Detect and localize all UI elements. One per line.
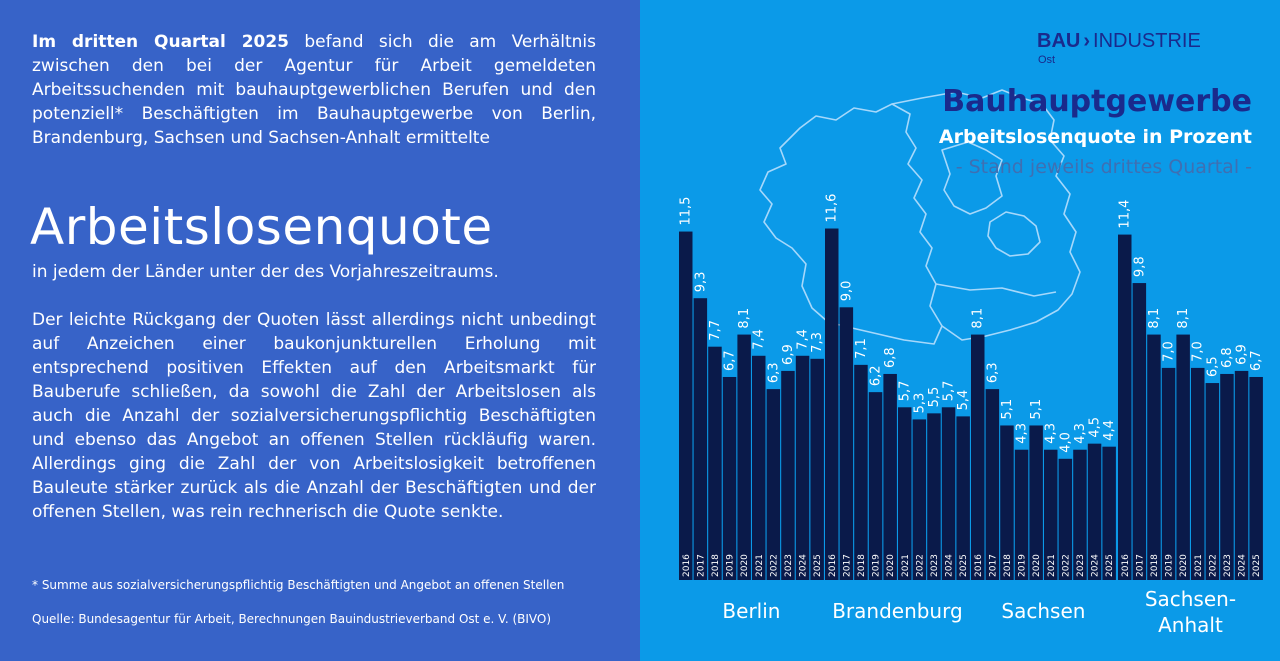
value-label: 6,8: [883, 347, 899, 368]
bar: [898, 407, 912, 580]
bar: [971, 335, 985, 580]
bar: [1118, 235, 1132, 580]
year-label: 2025: [1252, 554, 1263, 577]
bar: [1147, 335, 1161, 580]
value-label: 7,7: [707, 320, 723, 341]
bar: [810, 359, 824, 580]
bar: [1176, 335, 1190, 580]
value-label: 5,3: [912, 392, 928, 414]
headline-continuation: in jedem der Länder unter der des Vorjahreszeitraums.: [32, 262, 499, 282]
bar: [752, 356, 766, 580]
bar: [767, 389, 781, 580]
value-label: 6,9: [780, 344, 796, 365]
value-label: 7,3: [810, 332, 826, 353]
year-label: 2019: [871, 554, 882, 577]
value-label: 8,1: [1176, 307, 1192, 329]
bar: [883, 374, 897, 580]
year-label: 2022: [769, 554, 780, 577]
year-label: 2018: [1149, 554, 1160, 577]
bar: [796, 356, 810, 580]
value-label: 6,5: [1205, 356, 1221, 378]
value-label: 6,3: [985, 362, 1001, 384]
logo-subtitle: Ost: [1038, 54, 1056, 66]
source-note: Quelle: Bundesagentur für Arbeit, Berechnungen Bauindustrieverband Ost e. V. (BIVO): [32, 612, 552, 626]
bar-group: [679, 194, 1264, 637]
value-label: 11,5: [678, 196, 694, 226]
value-label: 11,6: [824, 193, 840, 223]
year-label: 2021: [1193, 554, 1204, 577]
year-label: 2022: [915, 554, 926, 577]
year-label: 2023: [783, 554, 794, 577]
year-label: 2018: [856, 554, 867, 577]
logo-bau: BAU: [1037, 30, 1081, 52]
value-label: 4,5: [1087, 416, 1103, 438]
value-label: 5,5: [926, 386, 942, 408]
bar: [1133, 283, 1147, 580]
category-label: Sachsen-: [1144, 587, 1237, 611]
bar: [825, 229, 839, 580]
value-label: 4,3: [1043, 423, 1059, 444]
year-label: 2017: [988, 554, 999, 577]
year-label: 2018: [710, 554, 721, 577]
year-label: 2023: [1222, 554, 1233, 577]
year-label: 2022: [1208, 554, 1219, 577]
bar: [1249, 377, 1263, 580]
value-label: 6,2: [868, 365, 884, 387]
bar: [737, 335, 751, 580]
year-label: 2017: [842, 554, 853, 577]
value-label: 8,1: [970, 307, 986, 329]
value-label: 6,8: [1219, 347, 1235, 368]
year-label: 2021: [1046, 554, 1057, 577]
value-label: 6,3: [766, 362, 782, 384]
value-label: 8,1: [737, 307, 753, 329]
year-label: 2022: [1061, 554, 1072, 577]
bar: [986, 389, 1000, 580]
value-label: 7,0: [1190, 341, 1206, 362]
value-label: 5,1: [1029, 398, 1045, 420]
chart-subtitle: Arbeitslosenquote in Prozent: [938, 126, 1252, 148]
value-label: 9,3: [693, 271, 709, 293]
intro-lead: Im dritten Quartal 2025: [32, 32, 290, 52]
footnote: * Summe aus sozialversicherungspflichtig Beschäftigten und Angebot an offenen Stellen: [32, 578, 565, 592]
value-label: 5,1: [999, 398, 1015, 420]
bar: [1235, 371, 1249, 580]
year-label: 2016: [827, 554, 838, 577]
value-label: 9,8: [1132, 256, 1148, 278]
bar: [694, 298, 708, 580]
value-label: 4,4: [1102, 419, 1118, 441]
explanation-paragraph: Der leichte Rückgang der Quoten lässt allerdings nicht unbedingt auf Anzeichen einer baukonjunkturellen Erholung mit entsprechend positiven Effekten auf den Arbeitsmarkt für Bauberufe schließen, da sowohl die Zahl der Arbeitslosen als auch die Anzahl der sozialversicherungspflichtig Beschäftigten und ebenso das Angebot an offenen Stellen rückläufig waren. Allerdings ging die Zahl der von Arbeitslosigkeit betroffenen Bauleute stärker zurück als die Anzahl der Beschäftigten und der offenen Stellen, was rein rechnerisch die Quote senkte.: [32, 310, 596, 522]
logo-industrie: INDUSTRIE: [1093, 30, 1201, 52]
category-label: Anhalt: [1158, 613, 1223, 637]
value-label: 4,0: [1058, 432, 1074, 453]
bar: [1220, 374, 1234, 580]
bar: [781, 371, 795, 580]
bar: [1191, 368, 1205, 580]
chart-title: Bauhauptgewerbe: [942, 84, 1252, 119]
value-label: 11,4: [1117, 199, 1133, 229]
category-label: Brandenburg: [832, 599, 963, 623]
value-label: 5,4: [956, 389, 972, 411]
year-label: 2024: [1237, 554, 1248, 577]
year-label: 2024: [1090, 554, 1101, 577]
intro-paragraph: [32, 30, 596, 150]
year-label: 2017: [696, 554, 707, 577]
value-label: 5,7: [941, 380, 957, 402]
value-label: 6,7: [1249, 350, 1265, 371]
year-label: 2017: [1135, 554, 1146, 577]
year-label: 2025: [1105, 554, 1116, 577]
value-label: 4,3: [1072, 423, 1088, 444]
map-outline-south: [936, 284, 1056, 296]
bar: [869, 392, 883, 580]
chart-panel: [640, 0, 1280, 661]
value-label: 9,0: [839, 280, 855, 302]
year-label: 2023: [1075, 554, 1086, 577]
bar: [1206, 383, 1220, 580]
bar: [840, 307, 854, 580]
year-label: 2020: [886, 554, 897, 577]
intro-rest: befand sich die am Verhältnis zwischen den bei der Agentur für Arbeit gemeldeten Arbeitssuchenden mit bauhauptgewerblichen Berufen und den potenziell* Beschäftigten im Bauhauptgewerbe von Berlin, Brandenburg, Sachsen und Sachsen-Anhalt ermittelte: [32, 32, 596, 148]
bar: [1162, 368, 1176, 580]
year-label: 2021: [754, 554, 765, 577]
value-label: 7,4: [795, 329, 811, 350]
year-label: 2024: [944, 554, 955, 577]
year-label: 2023: [929, 554, 940, 577]
year-label: 2016: [681, 554, 692, 577]
value-label: 4,3: [1014, 423, 1030, 444]
value-label: 7,0: [1161, 341, 1177, 362]
bar: [708, 347, 722, 580]
value-label: 7,1: [853, 338, 869, 359]
brand-logo: [1037, 30, 1201, 53]
category-label: Sachsen: [1001, 599, 1086, 623]
year-label: 2024: [798, 554, 809, 577]
year-label: 2016: [1120, 554, 1131, 577]
year-label: 2021: [900, 554, 911, 577]
year-label: 2019: [725, 554, 736, 577]
category-label: Berlin: [722, 599, 781, 623]
map-berlin-outline: [988, 212, 1040, 256]
year-label: 2025: [813, 554, 824, 577]
year-label: 2019: [1017, 554, 1028, 577]
value-label: 5,7: [897, 380, 913, 402]
bar: [723, 377, 737, 580]
value-label: 8,1: [1146, 307, 1162, 329]
map-outline-inner: [942, 142, 1002, 214]
year-label: 2020: [1032, 554, 1043, 577]
headline-word: Arbeitslosenquote: [30, 198, 493, 256]
value-label: 7,4: [751, 329, 767, 350]
bar: [679, 232, 693, 580]
year-label: 2025: [959, 554, 970, 577]
logo-chevron-icon: ›: [1083, 30, 1091, 52]
year-label: 2020: [1179, 554, 1190, 577]
year-label: 2019: [1164, 554, 1175, 577]
chart-note: - Stand jeweils drittes Quartal -: [955, 156, 1252, 178]
year-label: 2020: [740, 554, 751, 577]
value-label: 6,9: [1234, 344, 1250, 365]
bar: [854, 365, 868, 580]
year-label: 2018: [1002, 554, 1013, 577]
value-label: 6,7: [722, 350, 738, 371]
year-label: 2016: [973, 554, 984, 577]
